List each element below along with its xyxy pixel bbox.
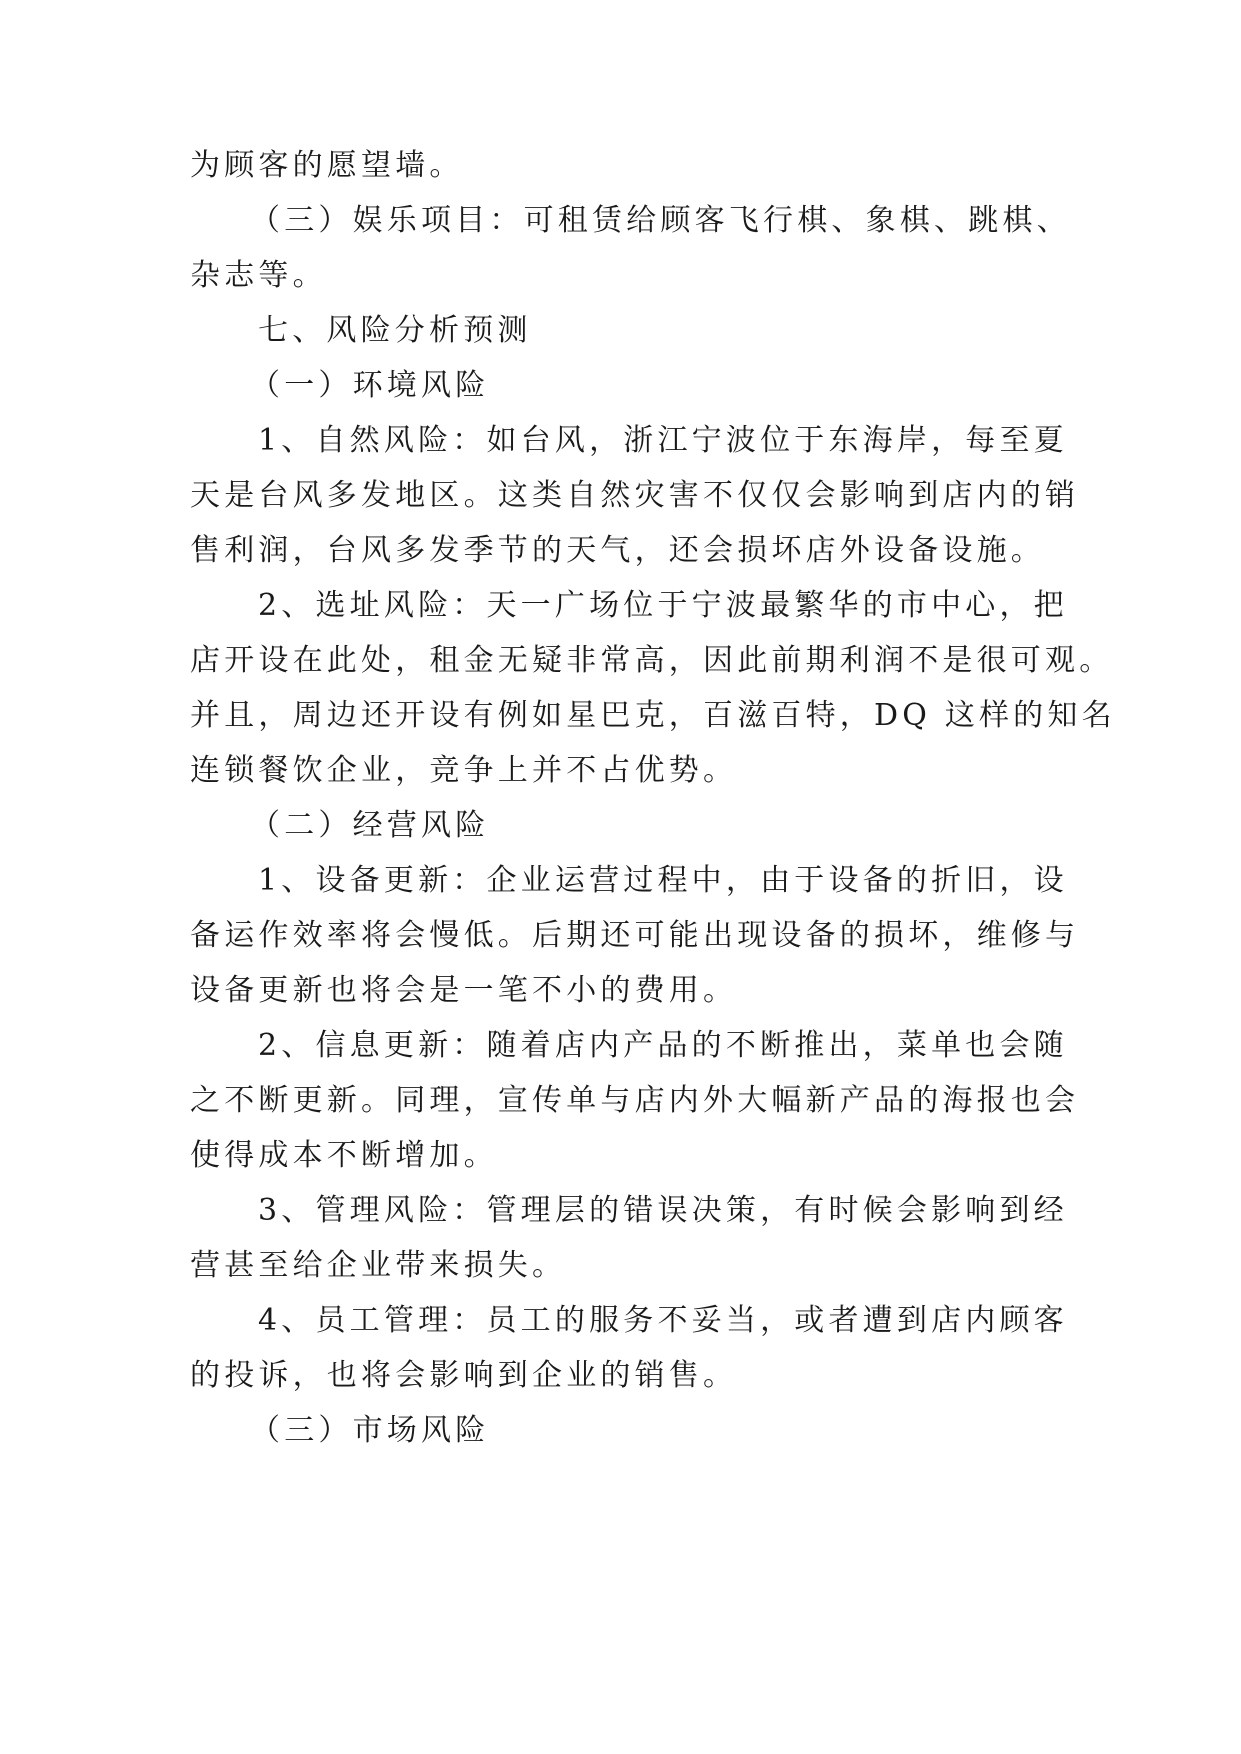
- text-line: 4、员工管理：员工的服务不妥当，或者遭到店内顾客: [258, 1303, 1068, 1338]
- text-line: 2、信息更新：随着店内产品的不断推出，菜单也会随: [258, 1028, 1068, 1063]
- text-line: 的投诉，也将会影响到企业的销售。: [190, 1358, 738, 1393]
- text-line: 备运作效率将会慢低。后期还可能出现设备的损坏，维修与: [190, 918, 1080, 953]
- text-line: 杂志等。: [190, 258, 327, 293]
- subsection-heading: （一）环境风险: [250, 368, 490, 403]
- text-line: 1、设备更新：企业运营过程中，由于设备的折旧，设: [258, 863, 1068, 898]
- text-line: 2、选址风险：天一广场位于宁波最繁华的市中心，把: [258, 588, 1068, 623]
- text-line: 3、管理风险：管理层的错误决策，有时候会影响到经: [258, 1193, 1068, 1228]
- text-line: 为顾客的愿望墙。: [190, 148, 464, 183]
- text-line: 使得成本不断增加。: [190, 1138, 498, 1173]
- text-line: 天是台风多发地区。这类自然灾害不仅仅会影响到店内的销: [190, 478, 1080, 513]
- text-line: 之不断更新。同理，宣传单与店内外大幅新产品的海报也会: [190, 1083, 1080, 1118]
- text-line: （三）娱乐项目：可租赁给顾客飞行棋、象棋、跳棋、: [250, 203, 1071, 238]
- subsection-heading: （三）市场风险: [250, 1413, 490, 1448]
- text-line: 店开设在此处，租金无疑非常高，因此前期利润不是很可观。: [190, 643, 1114, 678]
- text-line: 售利润，台风多发季节的天气，还会损坏店外设备设施。: [190, 533, 1045, 568]
- text-line: 1、自然风险：如台风，浙江宁波位于东海岸，每至夏: [258, 423, 1068, 458]
- text-line: 设备更新也将会是一笔不小的费用。: [190, 973, 738, 1008]
- subsection-heading: （二）经营风险: [250, 808, 490, 843]
- text-line: 连锁餐饮企业，竞争上并不占优势。: [190, 753, 738, 788]
- section-heading: 七、风险分析预测: [258, 313, 532, 348]
- text-line: 并且，周边还开设有例如星巴克，百滋百特，DQ 这样的知名: [190, 698, 1116, 733]
- text-line: 营甚至给企业带来损失。: [190, 1248, 567, 1283]
